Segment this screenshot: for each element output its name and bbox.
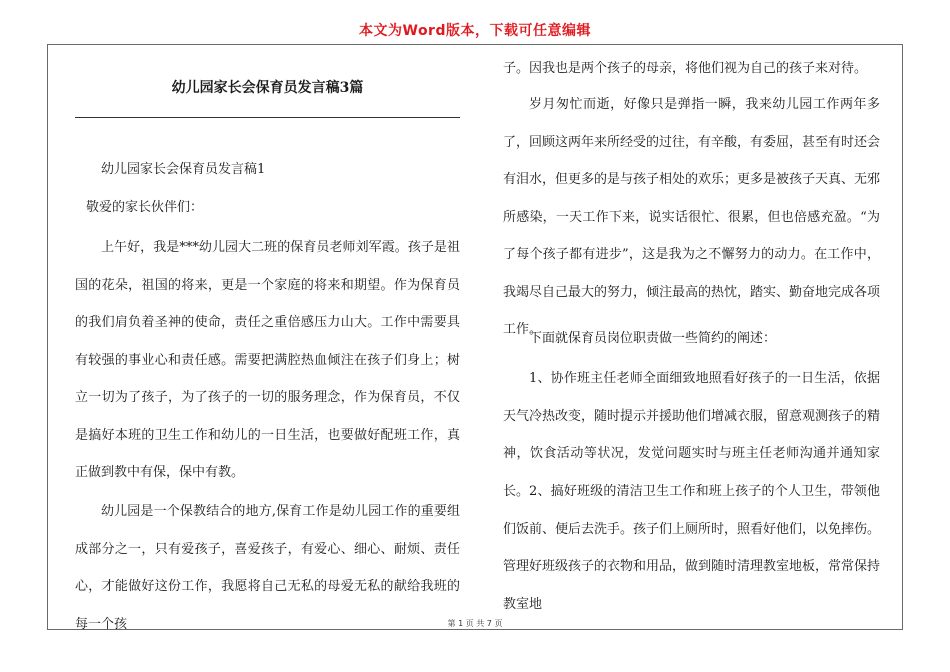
- paragraph-intro: 上午好，我是***幼儿园大二班的保育员老师刘军霞。孩子是祖国的花朵，祖国的将来，更是一个家庭的将来和期望。作为保育员的我们肩负着圣神的使命，责任之重倍感压力山大。工作中需要具有较强的事业心和责任感。需要把满腔热血倾注在孩子们身上；树立一切为了孩子，为了孩子的一切的服务理念，作为保育员，不仅是搞好本班的卫生工作和幼儿的一日生活，也要做好配班工作，真正做到教中有保，保中有教。: [75, 240, 460, 480]
- paragraph-duties-intro: 下面就保育员岗位职责做一些简约的阐述：: [529, 331, 777, 346]
- paragraph-kindergarten: 幼儿园是一个保教结合的地方,保育工作是幼儿园工作的重要组成部分之一，只有爱孩子，喜爱孩子，有爱心、细心、耐烦、责任心，才能做好这份工作，我愿将自己无私的母爱无私的献给我班的每一个孩: [75, 504, 460, 632]
- document-title: 幼儿园家长会保育员发言稿3篇: [171, 80, 364, 96]
- paragraph-duty-2: 2、搞好班级的清洁卫生工作和班上孩子的个人卫生，带领他们饭前、便后去洗手。孩子们上厕所时，照看好他们，以免摔伤。管理好班级孩子的衣物和用品，做到随时清理教室地板，常常保持教室地: [503, 484, 881, 612]
- page-number: 第 1 页 共 7 页: [447, 619, 503, 628]
- subheading: 幼儿园家长会保育员发言稿1: [101, 162, 266, 177]
- paragraph-continued: 子。因我也是两个孩子的母亲，将他们视为自己的孩子来对待。: [503, 61, 868, 76]
- edit-banner: 本文为Word版本，下载可任意编辑: [359, 23, 591, 39]
- salutation: 敬爱的家长伙伴们：: [86, 200, 204, 215]
- paragraph-duty-1: 1、协作班主任老师全面细致地照看好孩子的一日生活，依据天气冷热改变，随时提示并援助他们增减衣服，留意观测孩子的精神，饮食活动等状况，发觉问题实时与班主任老师沟通并通知家长。: [503, 371, 881, 499]
- title-rule: [75, 117, 460, 118]
- paragraph-years: 岁月匆忙而逝，好像只是弹指一瞬，我来幼儿园工作两年多了，回顾这两年来所经受的过往，有辛酸，有委屈，甚至有时还会有泪水，但更多的是与孩子相处的欢乐；更多是被孩子天真、无邪所感染，一天工作下来，说实话很忙、很累，但也倍感充盈。“为了每个孩子都有进步”，这是我为之不懈努力的动力。在工作中，我竭尽自己最大的努力，倾注最高的热忱，踏实、勤奋地完成各项工作。: [503, 97, 881, 337]
